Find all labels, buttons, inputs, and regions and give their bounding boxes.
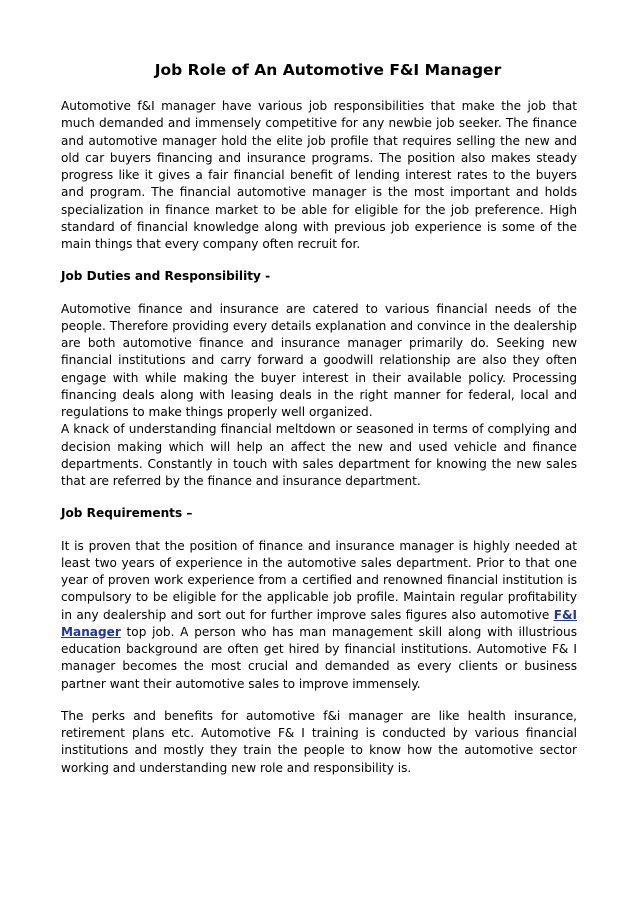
requirements-heading: Job Requirements – — [61, 506, 193, 521]
requirements-text-after-link: top job. A person who has man management skill along with illustrious education background are often get hired by financial institutions. Automotive F& I manager becomes the most crucial and demanded as every clients or business partner want their automotive sales to improve immensely. — [61, 624, 577, 691]
duties-heading: Job Duties and Responsibility - — [61, 269, 271, 284]
requirements-paragraph — [61, 538, 577, 693]
document-title: Job Role of An Automotive F&I Manager — [154, 61, 502, 79]
intro-paragraph: Automotive f&I manager have various job responsibilities that make the job that much demanded and immensely competitive for any newbie job seeker. The finance and automotive manager hold the elite job profile that requires selling the new and old car buyers financing and insurance programs. The position also makes steady progress like it gives a fair financial benefit of lending interest rates to the buyers and program. The financial automotive manager is the most important and holds specialization in finance market to be able for eligible for the job preference. High standard of financial knowledge along with previous job experience is some of the main things that every company often recruit for. — [61, 99, 577, 251]
perks-paragraph: The perks and benefits for automotive f&i manager are like health insurance, retirement plans etc. Automotive F& I training is conducted by various financial institutions and mostly they train the people to know how the automotive sector working and understanding new role and responsibility is. — [61, 708, 577, 775]
fi-manager-link[interactable]: F&I Manager — [61, 607, 577, 639]
requirements-text-before-link: It is proven that the position of finance and insurance manager is highly needed at least two years of experience in the automotive sales department. Prior to that one year of proven work experience from a certified and renowned financial institution is compulsory to be eligible for the applicable job profile. Maintain regular profitability in any dealership and sort out for further improve sales figures also automotive — [61, 538, 577, 622]
document-page — [61, 60, 577, 792]
duties-paragraph-1: Automotive finance and insurance are catered to various financial needs of the people. Therefore providing every details explanation and convince in the dealership are both automotive finance and insurance manager primarily do. Seeking new financial institutions and carry forward a goodwill relationship are also they often engage with while making the buyer interest in their available policy. Processing financing deals along with leasing deals in the right manner for federal, local and regulations to make things properly well organized. — [61, 301, 577, 419]
duties-paragraph-2: A knack of understanding financial meltdown or seasoned in terms of complying and decision making which will help an affect the new and used vehicle and finance departments. Constantly in touch with sales department for knowing the new sales that are referred by the finance and insurance department. — [61, 422, 577, 488]
